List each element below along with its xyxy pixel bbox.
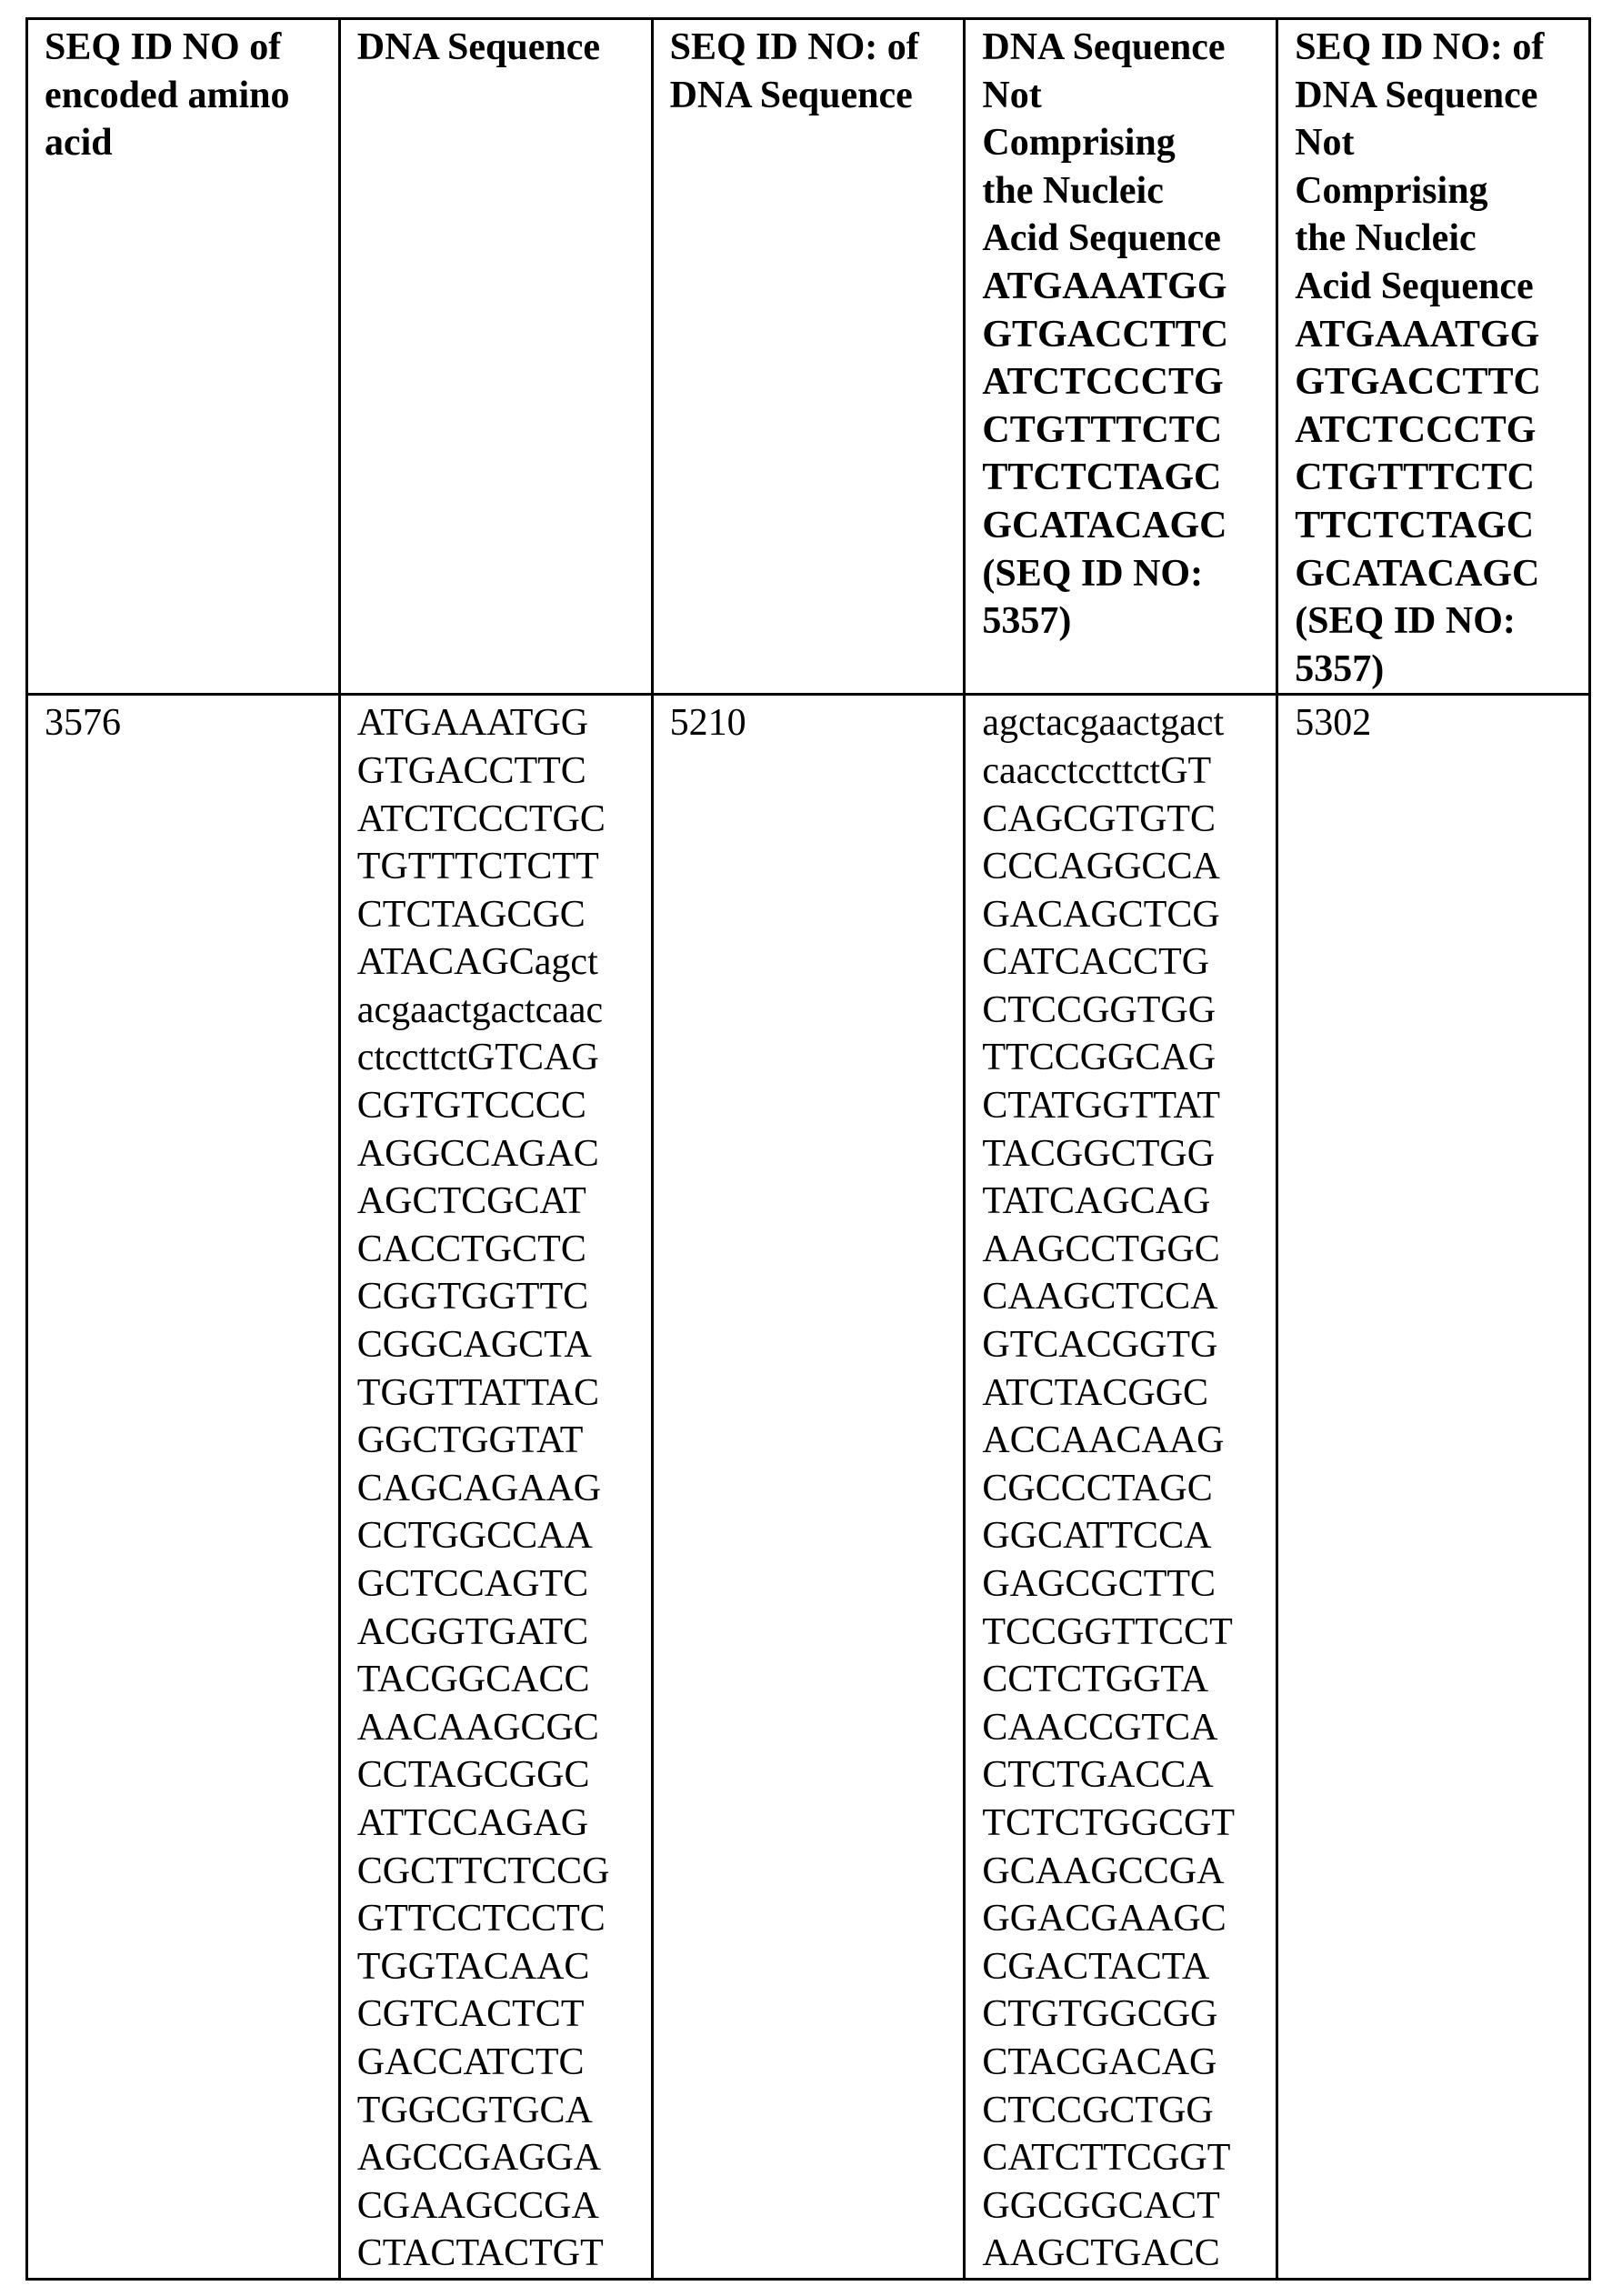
text-line: GCATACAGC bbox=[982, 502, 1259, 550]
text-line: CGTCACTCT bbox=[357, 1990, 635, 2039]
text-line: GTGACCTTC bbox=[982, 311, 1259, 359]
text-line: AGGCCAGAC bbox=[357, 1130, 635, 1178]
text-line: CTATGGTTAT bbox=[982, 1082, 1259, 1130]
text-line: CCTGGCCAA bbox=[357, 1512, 635, 1560]
text-line: GTGACCTTC bbox=[1295, 358, 1572, 406]
text-line: CGCTTCTCCG bbox=[357, 1848, 635, 1896]
text-line: Comprising bbox=[982, 119, 1259, 167]
header-encoded-amino-acid-seq-id bbox=[27, 19, 340, 695]
text-line: DNA Sequence bbox=[357, 24, 635, 72]
text-line: AGCCGAGGA bbox=[357, 2134, 635, 2182]
text-line: CTCTAGCGC bbox=[357, 891, 635, 939]
text-line: AAGCTGACC bbox=[982, 2230, 1259, 2278]
text-line: GACAGCTCG bbox=[982, 891, 1259, 939]
text-line: (SEQ ID NO: bbox=[1295, 597, 1572, 646]
text-line: CTACTACTGT bbox=[357, 2230, 635, 2278]
text-line: CTCCGCTGG bbox=[982, 2087, 1259, 2135]
text-line: GGCATTCCA bbox=[982, 1512, 1259, 1560]
text-line: CCTAGCGGC bbox=[357, 1751, 635, 1800]
text-line: CGACTACTA bbox=[982, 1943, 1259, 1991]
text-line: DNA Sequence bbox=[982, 24, 1259, 72]
cell-encoded-amino-acid-seq-id bbox=[27, 695, 340, 2280]
text-line: CTGTGGCGG bbox=[982, 1990, 1259, 2039]
text-line: GCTCCAGTC bbox=[357, 1560, 635, 1609]
text-line: GGACGAAGC bbox=[982, 1895, 1259, 1943]
text-line: GGCGGCACT bbox=[982, 2182, 1259, 2231]
text-line: TCTCTGGCGT bbox=[982, 1800, 1259, 1848]
text-line: CATCACCTG bbox=[982, 938, 1259, 987]
text-line: (SEQ ID NO: bbox=[982, 550, 1259, 598]
cell-dna-seq-id-not-comprising bbox=[1277, 695, 1590, 2280]
header-dna-seq-id bbox=[652, 19, 965, 695]
text-line: ATGAAATGG bbox=[1295, 311, 1572, 359]
text-line: TACGGCTGG bbox=[982, 1130, 1259, 1178]
text-line: acid bbox=[45, 119, 322, 167]
text-line: SEQ ID NO: of bbox=[1295, 24, 1572, 72]
text-line: ATGAAATGG bbox=[982, 263, 1259, 311]
text-line: CCCAGGCCA bbox=[982, 843, 1259, 891]
text-line: AAGCCTGGC bbox=[982, 1226, 1259, 1274]
text-line: CGAAGCCGA bbox=[357, 2182, 635, 2231]
text-line: ATCTCCCTG bbox=[982, 358, 1259, 406]
text-line: TGGTTATTAC bbox=[357, 1369, 635, 1418]
text-line: ATGAAATGG bbox=[357, 699, 635, 747]
text-line: GGCTGGTAT bbox=[357, 1417, 635, 1465]
text-line: ATCTCCCTGC bbox=[357, 796, 635, 844]
text-line: CGTGTCCCC bbox=[357, 1082, 635, 1130]
text-line: GCATACAGC bbox=[1295, 550, 1572, 598]
header-row bbox=[27, 19, 1590, 695]
text-line: ATCTACGGC bbox=[982, 1369, 1259, 1418]
text-line: ATACAGCagct bbox=[357, 938, 635, 987]
text-line: CAGCGTGTC bbox=[982, 796, 1259, 844]
text-line: ctccttctGTCAG bbox=[357, 1034, 635, 1082]
text-line: CATCTTCGGT bbox=[982, 2134, 1259, 2182]
text-line: CTGTTTCTC bbox=[1295, 454, 1572, 502]
text-line: TATCAGCAG bbox=[982, 1178, 1259, 1226]
text-line: Comprising bbox=[1295, 167, 1572, 216]
text-line: ATTCCAGAG bbox=[357, 1800, 635, 1848]
header-dna-sequence-not-comprising bbox=[965, 19, 1277, 695]
text-line: CTCTGACCA bbox=[982, 1751, 1259, 1800]
text-line: CTACGACAG bbox=[982, 2039, 1259, 2087]
text-line: ATCTCCCTG bbox=[1295, 406, 1572, 455]
text-line: TGTTTCTCTT bbox=[357, 843, 635, 891]
text-line: agctacgaactgact bbox=[982, 699, 1259, 747]
text-line: TTCTCTAGC bbox=[1295, 502, 1572, 550]
text-line: 5357) bbox=[1295, 646, 1572, 694]
text-line: GAGCGCTTC bbox=[982, 1560, 1259, 1609]
text-line: CACCTGCTC bbox=[357, 1226, 635, 1274]
text-line: DNA Sequence bbox=[670, 72, 947, 120]
text-line: CGGTGGTTC bbox=[357, 1273, 635, 1321]
text-line: CGCCCTAGC bbox=[982, 1465, 1259, 1513]
text-line: CAAGCTCCA bbox=[982, 1273, 1259, 1321]
cell-dna-sequence bbox=[339, 695, 652, 2280]
text-line: CCTCTGGTA bbox=[982, 1656, 1259, 1704]
text-line: GTTCCTCCTC bbox=[357, 1895, 635, 1943]
text-line: Not bbox=[1295, 119, 1572, 167]
text-line: 5210 bbox=[670, 699, 947, 747]
text-line: GTCACGGTG bbox=[982, 1321, 1259, 1369]
text-line: CGGCAGCTA bbox=[357, 1321, 635, 1369]
text-line: AGCTCGCAT bbox=[357, 1178, 635, 1226]
header-dna-seq-id-not-comprising bbox=[1277, 19, 1590, 695]
text-line: Acid Sequence bbox=[982, 215, 1259, 263]
text-line: ACCAACAAG bbox=[982, 1417, 1259, 1465]
table-row bbox=[27, 695, 1590, 2280]
text-line: SEQ ID NO of bbox=[45, 24, 322, 72]
text-line: Acid Sequence bbox=[1295, 263, 1572, 311]
text-line: CTGTTTCTC bbox=[982, 406, 1259, 455]
text-line: AACAAGCGC bbox=[357, 1704, 635, 1752]
text-line: 5357) bbox=[982, 597, 1259, 646]
text-line: TCCGGTTCCT bbox=[982, 1609, 1259, 1657]
text-line: GTGACCTTC bbox=[357, 747, 635, 796]
text-line: GACCATCTC bbox=[357, 2039, 635, 2087]
text-line: TTCCGGCAG bbox=[982, 1034, 1259, 1082]
text-line: TGGTACAAC bbox=[357, 1943, 635, 1991]
text-line: CTCCGGTGG bbox=[982, 987, 1259, 1035]
text-line: TACGGCACC bbox=[357, 1656, 635, 1704]
text-line: 5302 bbox=[1295, 699, 1572, 747]
cell-dna-sequence-not-comprising bbox=[965, 695, 1277, 2280]
header-dna-sequence bbox=[339, 19, 652, 695]
text-line: TTCTCTAGC bbox=[982, 454, 1259, 502]
text-line: the Nucleic bbox=[982, 167, 1259, 216]
text-line: 3576 bbox=[45, 699, 322, 747]
text-line: SEQ ID NO: of bbox=[670, 24, 947, 72]
text-line: DNA Sequence bbox=[1295, 72, 1572, 120]
text-line: the Nucleic bbox=[1295, 215, 1572, 263]
text-line: CAACCGTCA bbox=[982, 1704, 1259, 1752]
text-line: GCAAGCCGA bbox=[982, 1848, 1259, 1896]
cell-dna-seq-id bbox=[652, 695, 965, 2280]
text-line: ACGGTGATC bbox=[357, 1609, 635, 1657]
text-line: TGGCGTGCA bbox=[357, 2087, 635, 2135]
text-line: CAGCAGAAG bbox=[357, 1465, 635, 1513]
text-line: Not bbox=[982, 72, 1259, 120]
sequence-table bbox=[25, 17, 1591, 2281]
text-line: caacctccttctGT bbox=[982, 747, 1259, 796]
text-line: encoded amino bbox=[45, 72, 322, 120]
text-line: acgaactgactcaac bbox=[357, 987, 635, 1035]
